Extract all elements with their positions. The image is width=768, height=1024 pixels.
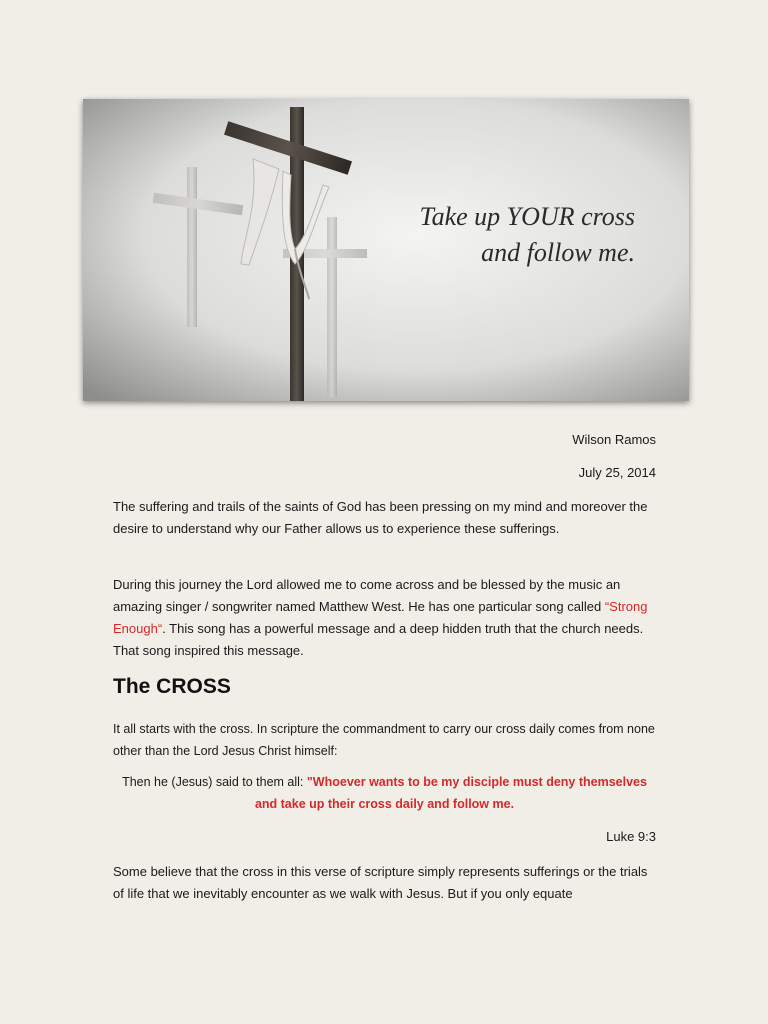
- banner-caption: [420, 199, 635, 271]
- paragraph-4: Some believe that the cross in this verse of scripture simply represents sufferings or the trials of life that we inevitably encounter as we walk with Jesus. But if you only equate: [113, 864, 648, 901]
- section-heading: The CROSS: [113, 675, 231, 698]
- paragraph-2-text-before: During this journey the Lord allowed me to come across and be blessed by the music an amazing singer / songwriter named Matthew West. He has one particular song called: [113, 577, 621, 614]
- banner-caption-line-2: and follow me.: [481, 238, 635, 267]
- banner-image: [83, 99, 689, 401]
- quote-intro: Then he (Jesus) said to them all:: [122, 775, 307, 789]
- scripture-quote: [113, 771, 656, 815]
- scripture-reference: Luke 9:3: [606, 829, 656, 844]
- paragraph-2: [113, 574, 656, 662]
- publish-date: July 25, 2014: [578, 465, 656, 480]
- banner-caption-line-1: Take up YOUR cross: [419, 202, 635, 231]
- paragraph-3: It all starts with the cross. In scripture the commandment to carry our cross daily comes from none other than the Lord Jesus Christ himself:: [113, 722, 655, 758]
- paragraph-2-text-after: . This song has a powerful message and a deep hidden truth that the church needs. That song inspired this message.: [113, 621, 644, 658]
- paragraph-1: The suffering and trails of the saints of God has been pressing on my mind and moreover the desire to understand why our Father allows us to experience these sufferings.: [113, 499, 648, 536]
- song-title: “Strong Enough“: [113, 599, 648, 636]
- author-name: Wilson Ramos: [572, 432, 656, 447]
- quote-text: "Whoever wants to be my disciple must deny themselves and take up their cross daily and follow me.: [254, 775, 647, 811]
